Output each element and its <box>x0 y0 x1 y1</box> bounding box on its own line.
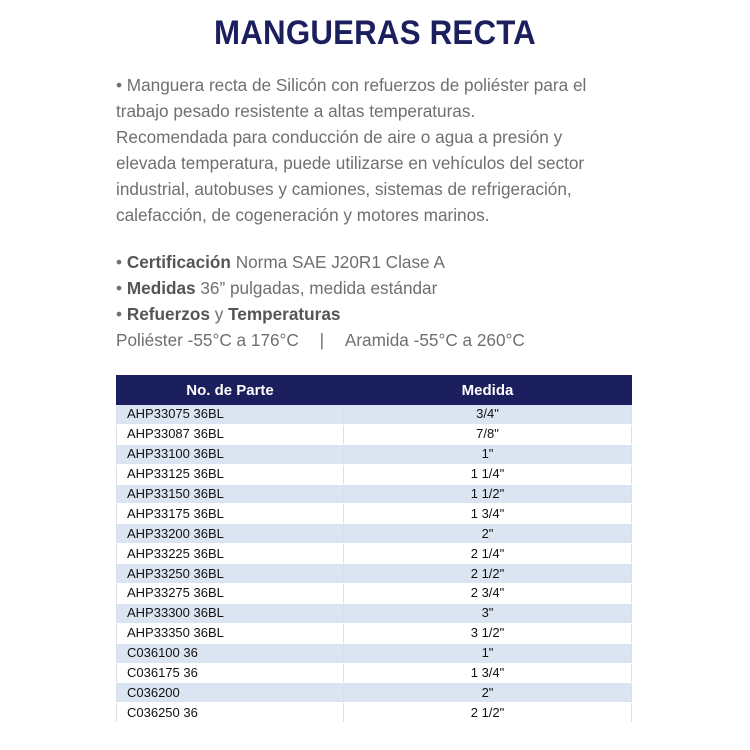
part-number: C036250 36 <box>117 703 344 723</box>
header-size: Medida <box>344 376 632 405</box>
spec-refuerzos <box>116 301 676 327</box>
bullet: • <box>116 278 123 298</box>
part-number: AHP33100 36BL <box>117 444 344 464</box>
size: 2 1/2" <box>344 564 632 584</box>
part-number: AHP33175 36BL <box>117 504 344 524</box>
size: 1" <box>344 643 632 663</box>
table-header-row <box>117 376 632 405</box>
parts-table <box>116 375 632 723</box>
size: 3 1/2" <box>344 623 632 643</box>
part-number: AHP33125 36BL <box>117 464 344 484</box>
size: 2 3/4" <box>344 584 632 604</box>
aramida-range: Aramida -55°C a 260°C <box>344 330 525 350</box>
table-row <box>117 663 632 683</box>
part-number: AHP33300 36BL <box>117 603 344 623</box>
table-row <box>117 643 632 663</box>
part-number: AHP33350 36BL <box>117 623 344 643</box>
spec-temperatures <box>116 327 676 353</box>
size: 2" <box>344 683 632 703</box>
size: 7/8" <box>344 424 632 444</box>
size: 3/4" <box>344 405 632 425</box>
part-number: AHP33275 36BL <box>117 584 344 604</box>
spec-certification <box>116 249 676 275</box>
table-row <box>117 444 632 464</box>
bullet: • <box>116 304 123 324</box>
size: 2" <box>344 524 632 544</box>
table-row <box>117 484 632 504</box>
size: 1 1/2" <box>344 484 632 504</box>
product-description <box>116 72 636 228</box>
description-line: • Manguera recta de Silicón con refuerzos de poliéster para el <box>116 75 587 95</box>
size: 1 1/4" <box>344 464 632 484</box>
table-row <box>117 564 632 584</box>
table-row <box>117 623 632 643</box>
size: 1" <box>344 444 632 464</box>
spec-conjunction: y <box>214 304 224 324</box>
part-number: AHP33225 36BL <box>117 544 344 564</box>
spec-label: Temperaturas <box>228 304 341 324</box>
description-line: trabajo pesado resistente a altas temperaturas. <box>116 101 476 121</box>
table-row <box>117 603 632 623</box>
part-number: AHP33250 36BL <box>117 564 344 584</box>
spec-label: Certificación <box>126 252 231 272</box>
header-part-number: No. de Parte <box>117 376 344 405</box>
spec-label: Medidas <box>126 278 196 298</box>
part-number: AHP33075 36BL <box>117 405 344 425</box>
spec-medidas <box>116 275 676 301</box>
spec-value: Norma SAE J20R1 Clase A <box>235 252 445 272</box>
table-row <box>117 464 632 484</box>
table-row <box>117 683 632 703</box>
bullet: • <box>116 252 123 272</box>
table-row <box>117 524 632 544</box>
part-number: C036175 36 <box>117 663 344 683</box>
spec-list <box>116 249 676 353</box>
part-number: AHP33200 36BL <box>117 524 344 544</box>
table-row <box>117 405 632 425</box>
poliester-range: Poliéster -55°C a 176°C <box>116 330 299 350</box>
size: 2 1/2" <box>344 703 632 723</box>
size: 1 3/4" <box>344 504 632 524</box>
description-line: industrial, autobuses y camiones, sistemas de refrigeración, <box>116 179 572 199</box>
parts-table-container <box>116 375 632 723</box>
description-line: calefacción, de cogeneración y motores marinos. <box>116 205 490 225</box>
description-line: Recomendada para conducción de aire o agua a presión y <box>116 127 563 147</box>
page-title: MANGUERAS RECTA <box>214 14 536 52</box>
table-row <box>117 544 632 564</box>
spec-label: Refuerzos <box>126 304 210 324</box>
separator: | <box>319 330 325 350</box>
description-line: elevada temperatura, puede utilizarse en vehículos del sector <box>116 153 585 173</box>
table-row <box>117 703 632 723</box>
table-row <box>117 584 632 604</box>
table-row <box>117 504 632 524</box>
part-number: C036200 <box>117 683 344 703</box>
part-number: C036100 36 <box>117 643 344 663</box>
table-row <box>117 424 632 444</box>
size: 1 3/4" <box>344 663 632 683</box>
part-number: AHP33087 36BL <box>117 424 344 444</box>
size: 2 1/4" <box>344 544 632 564</box>
part-number: AHP33150 36BL <box>117 484 344 504</box>
spec-value: 36” pulgadas, medida estándar <box>200 278 438 298</box>
size: 3" <box>344 603 632 623</box>
